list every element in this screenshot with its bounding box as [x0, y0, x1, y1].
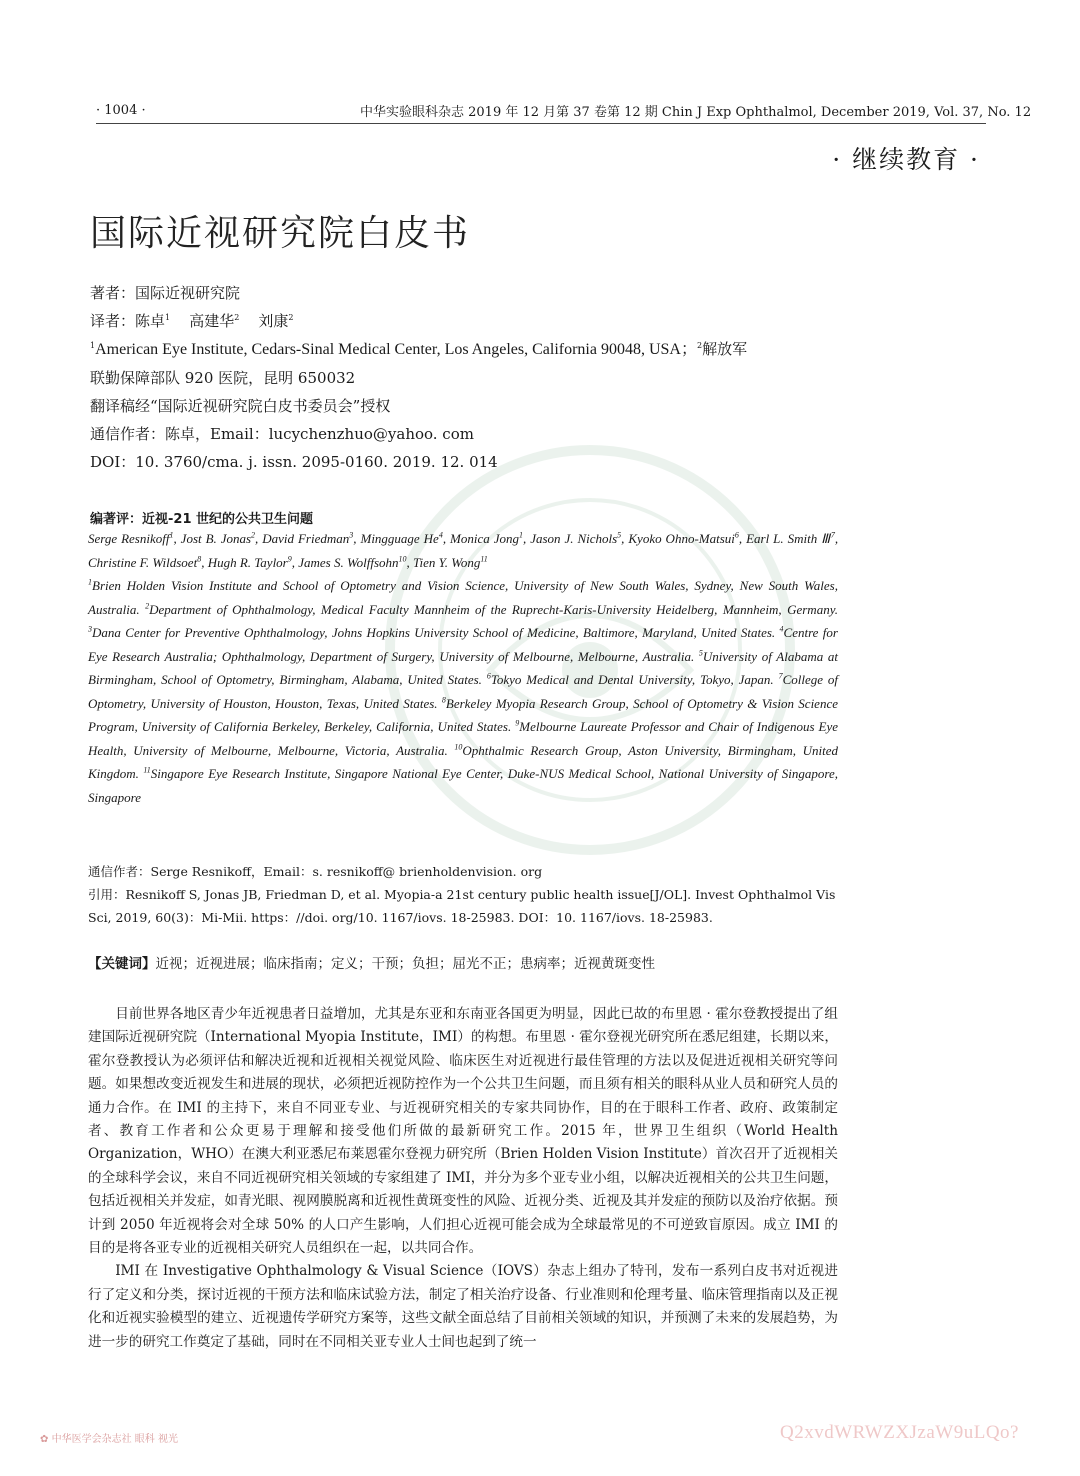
commentary-affiliation: Brien Holden Vision Institute and School of Optometry and Vision Science, University of New South Wales, Sydney, New South Wales, Australia. — [88, 578, 838, 617]
affiliation-mark: 6 — [486, 671, 491, 681]
affiliation-mark: 1 — [88, 577, 92, 587]
translator-mark: 1 — [165, 313, 171, 322]
commentary-author: Christine F. Wildsoet — [88, 554, 198, 570]
commentary-author: Hugh R. Taylor — [207, 554, 288, 570]
commentary-affiliation: Singapore Eye Research Institute, Singapore National Eye Center, Duke-NUS Medical School, National University of Singapore, Singapore — [88, 766, 839, 805]
keywords-text: 近视；近视进展；临床指南；定义；干预；负担；屈光不正；患病率；近视黄斑变性 — [155, 956, 655, 972]
affiliation-mark: 11 — [143, 765, 151, 775]
commentary-author: Monica Jong — [450, 531, 519, 546]
author-affiliation-mark: 6 — [734, 530, 739, 540]
translator-name: 高建华 — [189, 312, 235, 330]
section-label: · 继续教育 · — [832, 145, 980, 174]
footer-extra: 眼科 视光 — [134, 1434, 178, 1445]
author-affiliation-mark: 7 — [830, 530, 835, 540]
commentary-author: Jason J. Nichols — [530, 531, 618, 546]
commentary-author: Earl L. Smith Ⅲ — [746, 531, 831, 546]
affiliation-2a: 解放军 — [702, 340, 748, 358]
commentary-references — [88, 860, 838, 929]
translator-name: 刘康 — [258, 312, 289, 330]
author-affiliation-mark: 1 — [169, 530, 174, 540]
authorization-note: 翻译稿经“国际近视研究院白皮书委员会”授权 — [90, 397, 391, 415]
translator-name: 陈卓 — [135, 312, 166, 330]
affiliation-mark: 1 — [90, 341, 96, 350]
affiliation-mark: 2 — [696, 341, 703, 350]
flower-icon: ✿ — [40, 1434, 49, 1445]
commentary-author: Tien Y. Wong — [413, 554, 481, 570]
commentary-affiliation: Department of Ophthalmology, Medical Faculty Mannheim of the Ruprecht-Karis-University Heidelberg, Mannheim, Germany. — [149, 601, 838, 617]
commentary-correspondence: 通信作者：Serge Resnikoff，Email：s. resnikoff@ brienholdenvision. org — [88, 864, 543, 879]
doi-line: DOI：10. 3760/cma. j. issn. 2095-0160. 2019. 12. 014 — [90, 453, 498, 471]
author-affiliation-mark: 4 — [438, 530, 443, 540]
affiliation-mark: 2 — [145, 601, 150, 611]
commentary-heading: 编著评：近视-21 世纪的公共卫生问题 — [90, 512, 314, 527]
affiliation-mark: 9 — [515, 718, 520, 728]
commentary-author-list: Serge Resnikoff$^1$, Jost B. Jonas$^2$, David Friedman$^3$, Mingguage He$^4$, Monica Jong$^1$, Jason J. Nichols$^5$, Kyoko Ohno-Matsui$^6$, Earl L. Smith Ⅲ$^7$, Christine F. Wildsoet$^8$, Hugh R. Taylor$^9$, James S. Wolffsohn$^{10}$, Tien Y. Wong$^{11}$ — [88, 530, 839, 570]
publisher-name: 中华医学会杂志社 — [51, 1434, 132, 1445]
body-text — [88, 1003, 838, 1354]
author-affiliation-mark: 3 — [349, 530, 354, 540]
affiliation-mark: 8 — [441, 695, 446, 705]
commentary-author: Mingguage He — [360, 531, 439, 546]
keywords — [88, 952, 838, 972]
commentary-affiliation: College of Optometry, University of Houston, Houston, Texas, United States. — [88, 672, 838, 711]
commentary-affiliation: Tokyo Medical and Dental University, Tokyo, Japan. — [490, 672, 779, 687]
journal-citation: 中华实验眼科杂志 2019 年 12 月第 37 卷第 12 期 Chin J Exp Ophthalmol, December 2019, Vol. 37, No. 12 — [360, 105, 1032, 120]
commentary-affiliation: Centre for Eye Research Australia; Ophthalmology, Department of Surgery, University of Melbourne, Melbourne, Australia. — [88, 625, 838, 664]
affiliation-1: American Eye Institute, Cedars-Sinal Medical Center, Los Angeles, California 90048, USA； — [95, 341, 697, 358]
commentary-affiliation: Berkeley Myopia Research Group, School of Optometry & Vision Science Program, University of California Berkeley, Berkeley, California, United States. — [88, 695, 838, 734]
commentary-affiliation-list — [88, 578, 838, 805]
author-affiliation-mark: 5 — [617, 530, 622, 540]
keywords-label: 【关键词】 — [88, 956, 156, 972]
author-affiliation-mark: 2 — [251, 530, 256, 540]
translator-mark: 2 — [234, 313, 240, 322]
article-meta — [90, 279, 850, 476]
affiliation-mark: 4 — [779, 624, 784, 634]
publisher-logo — [40, 1430, 178, 1445]
author-affiliation-mark: 1 — [518, 530, 523, 540]
translators-prefix: 译者： — [90, 312, 136, 330]
article-title: 国际近视研究院白皮书 — [90, 213, 471, 254]
affiliation-mark: 3 — [88, 624, 92, 634]
footer-watermark-code: Q2xvdWRWZXJzaW9uLQo? — [780, 1422, 1019, 1443]
commentary-affiliation: University of Alabama at Birmingham, School of Optometry, Birmingham, Alabama, United States. — [88, 648, 838, 687]
translators-line — [90, 307, 850, 335]
correspondence-line: 通信作者：陈卓，Email：lucychenzhuo@yahoo. com — [90, 425, 474, 443]
commentary-affiliation: Dana Center for Preventive Ophthalmology, Johns Hopkins University School of Medicine, Baltimore, Maryland, United States. — [92, 625, 780, 640]
commentary-author: Jost B. Jonas — [180, 531, 252, 546]
commentary-citation: 引用：Resnikoff S, Jonas JB, Friedman D, et al. Myopia-a 21st century public health issue[J/OL]. Invest Ophthalmol Vis Sci, 2019, 60(3)：Mi-Mii. https：//doi. org/10. 1167/iovs. 18-25983. DOI：10. 1167/iovs. 18-25983. — [88, 887, 836, 925]
translator-affiliation — [90, 335, 850, 364]
affiliation-2b: 联勤保障部队 920 医院，昆明 650032 — [90, 369, 356, 387]
author-affiliation-mark: 8 — [197, 554, 202, 564]
commentary-author: James S. Wolffsohn — [298, 554, 399, 570]
body-paragraph: IMI 在 Investigative Ophthalmology & Visual Science（IOVS）杂志上组办了特刊，发布一系列白皮书对近视进行了定义和分类，探讨近视的干预方法和临床试验方法，制定了相关治疗设备、行业准则和伦理考量、临床管理指南以及正视化和近视实验模型的建立、近视遗传学研究方案等，这些文献全面总结了目前相关领域的知识，并预测了未来的发展趋势，为进一步的研究工作奠定了基础，同时在不同相关亚专业人士间也起到了统一 — [88, 1263, 838, 1350]
author-affiliation-mark: 11 — [480, 554, 488, 564]
header-divider — [96, 123, 986, 124]
affiliation-mark: 10 — [454, 742, 463, 752]
author-line: 著者：国际近视研究院 — [90, 284, 241, 302]
translator-mark: 2 — [288, 313, 294, 322]
author-affiliation-mark: 10 — [398, 554, 407, 564]
commentary-affiliation: Melbourne Laureate Professor and Chair of Indigenous Eye Health, University of Melbourne, Melbourne, Victoria, Australia. — [88, 719, 838, 758]
page-number: · 1004 · — [96, 103, 146, 118]
commentary-author: David Friedman — [262, 531, 350, 546]
body-paragraph: 目前世界各地区青少年近视患者日益增加，尤其是东亚和东南亚各国更为明显，因此已故的布里恩 · 霍尔登教授提出了组建国际近视研究院（International Myopia Institute，IMI）的构想。布里恩 · 霍尔登视光研究所在悉尼组建，长期以来，霍尔登教授认为必须评估和解决近视和近视相关视觉风险、临床医生对近视进行最佳管理的方法以及促进近视相关研究等问题。如果想改变近视发生和进展的现状，必须把近视防控作为一个公共卫生问题，而且须有相关的眼科从业人员和研究人员的通力合作。在 IMI 的主持下，来自不同亚专业、与近视研究相关的专家共同协作，目的在于眼科工作者、政府、政策制定者、教育工作者和公众更易于理解和接受他们所做的最新研究工作。2015 年，世界卫生组织（World Health Organization，WHO）在澳大利亚悉尼布莱恩霍尔登视力研究所（Brien Holden Vision Institute）首次召开了近视相关的全球科学会议，来自不同近视研究相关领域的专家组建了 IMI，并分为多个亚专业小组，以解决近视相关的公共卫生问题，包括近视相关并发症，如青光眼、视网膜脱离和近视性黄斑变性的风险、近视分类、近视及其并发症的预防以及治疗依据。预计到 2050 年近视将会对全球 50% 的人口产生影响，人们担心近视可能会成为全球最常见的不可逆致盲原因。成立 IMI 的目的是将各亚专业的近视相关研究人员组织在一起，以共同合作。 — [88, 1006, 838, 1257]
affiliation-mark: 5 — [698, 648, 703, 658]
affiliation-mark: 7 — [778, 671, 783, 681]
commentary-author: Kyoko Ohno-Matsui — [628, 531, 735, 546]
author-affiliation-mark: 9 — [287, 554, 292, 564]
commentary-author: Serge Resnikoff — [88, 531, 170, 546]
commentary-affiliation: Ophthalmic Research Group, Aston University, Birmingham, United Kingdom. — [88, 742, 838, 781]
commentary-authors-affiliations — [88, 527, 838, 809]
